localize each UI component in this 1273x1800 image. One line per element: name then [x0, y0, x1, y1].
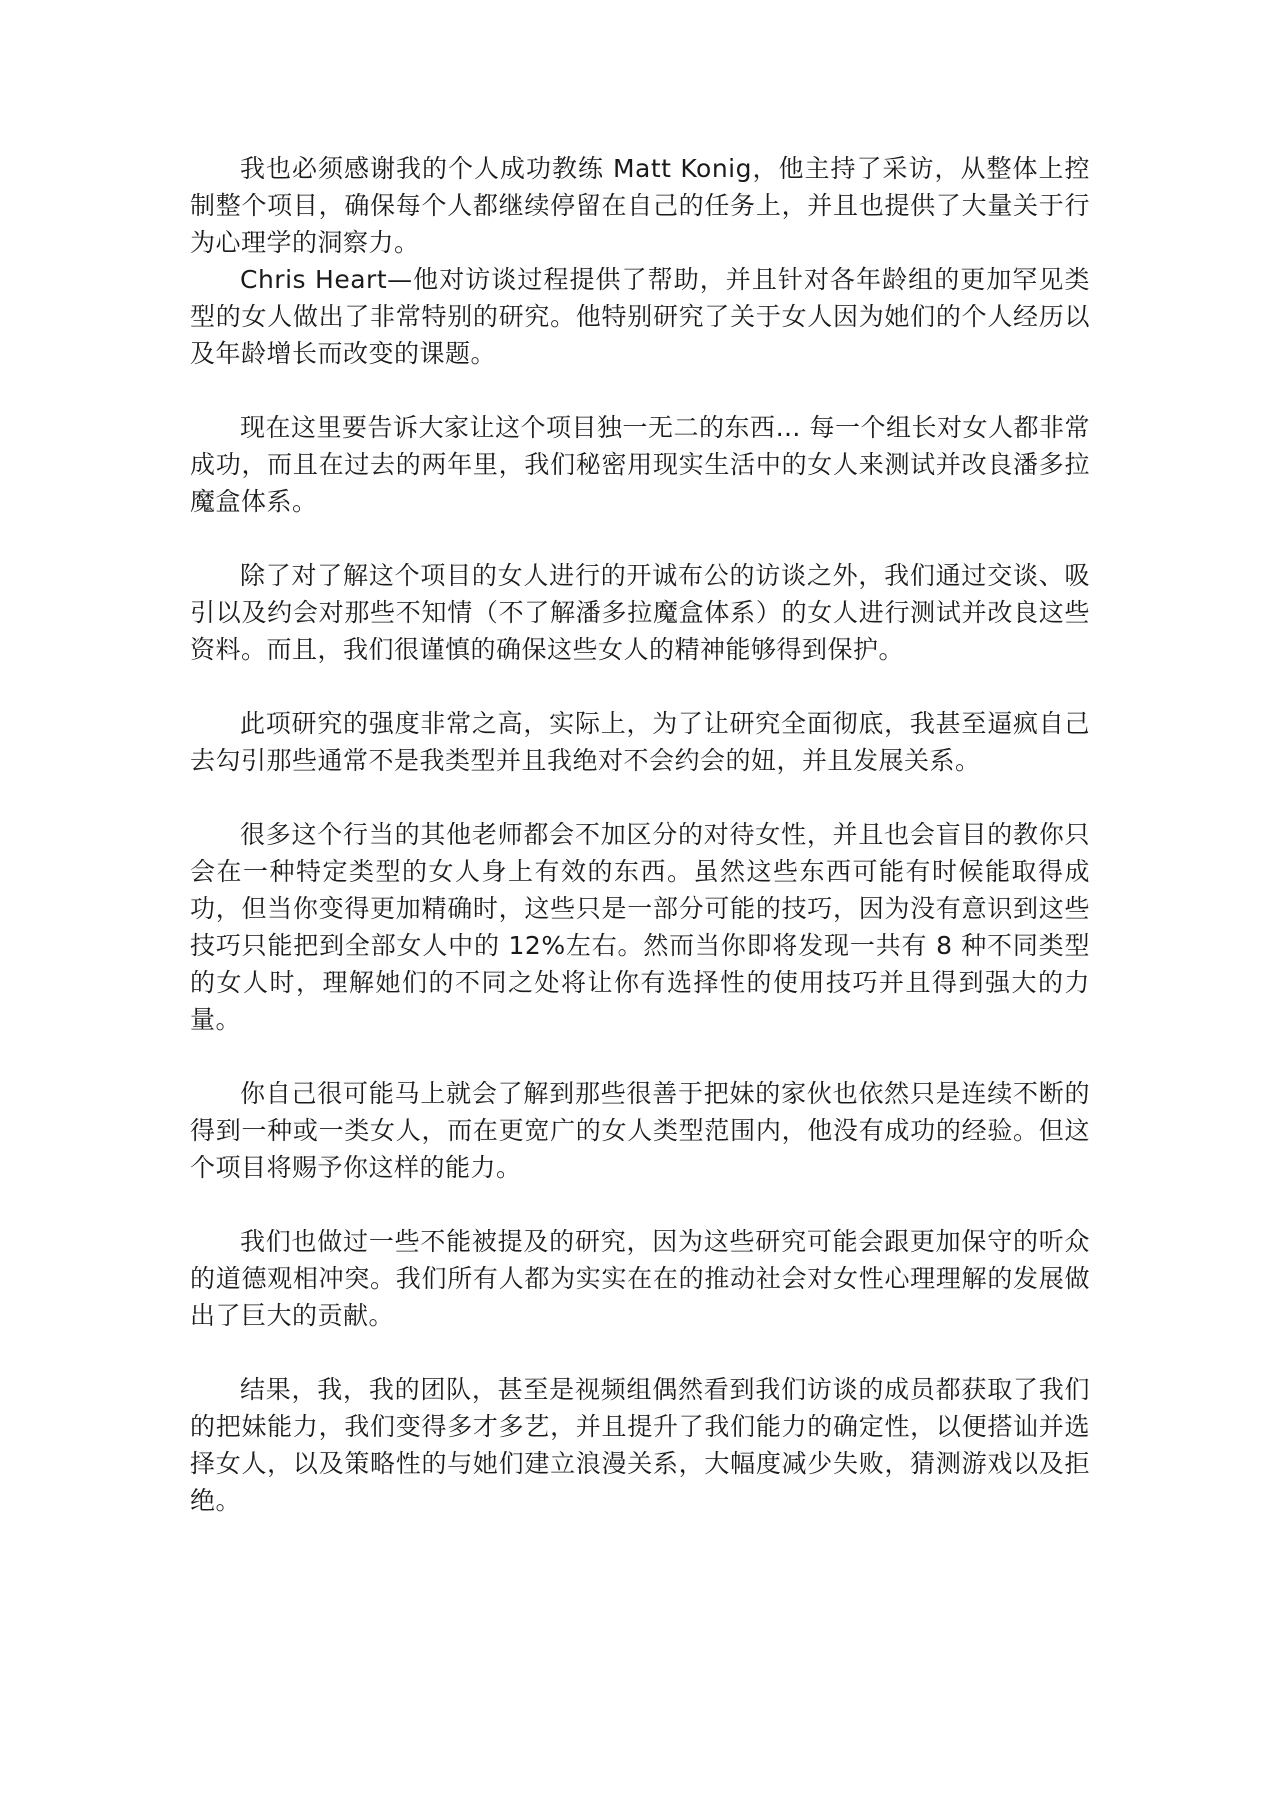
- paragraph-unmentionable-research: 我们也做过一些不能被提及的研究，因为这些研究可能会跟更加保守的听众的道德观相冲突。我们所有人都为实实在在的推动社会对女性心理理解的发展做出了巨大的贡献。: [190, 1227, 1090, 1330]
- paragraph-good-at-dating: 你自己很可能马上就会了解到那些很善于把妹的家伙也依然只是连续不断的得到一种或一类女人，而在更宽广的女人类型范围内，他没有成功的经验。但这个项目将赐予你这样的能力。: [190, 1079, 1090, 1182]
- paragraph-results: 结果，我，我的团队，甚至是视频组偶然看到我们访谈的成员都获取了我们的把妹能力，我们变得多才多艺，并且提升了我们能力的确定性，以便搭讪并选择女人，以及策略性的与她们建立浪漫关系，大幅度减少失败，猜测游戏以及拒绝。: [190, 1375, 1090, 1515]
- paragraph-acknowledgement-chris: Chris Heart—他对访谈过程提供了帮助，并且针对各年龄组的更加罕见类型的女人做出了非常特别的研究。他特别研究了关于女人因为她们的个人经历以及年龄增长而改变的课题。: [190, 265, 1090, 368]
- paragraph-project-unique: 现在这里要告诉大家让这个项目独一无二的东西… 每一个组长对女人都非常成功，而且在过去的两年里，我们秘密用现实生活中的女人来测试并改良潘多拉魔盒体系。: [190, 413, 1090, 516]
- paragraph-interviews: 除了对了解这个项目的女人进行的开诚布公的访谈之外，我们通过交谈、吸引以及约会对那些不知情（不了解潘多拉魔盒体系）的女人进行测试并改良这些资料。而且，我们很谨慎的确保这些女人的精神能够得到保护。: [190, 561, 1090, 664]
- paragraph-acknowledgement-matt: 我也必须感谢我的个人成功教练 Matt Konig，他主持了采访，从整体上控制整个项目，确保每个人都继续停留在自己的任务上，并且也提供了大量关于行为心理学的洞察力。: [190, 154, 1090, 257]
- paragraph-other-teachers: 很多这个行当的其他老师都会不加区分的对待女性，并且也会盲目的教你只会在一种特定类型的女人身上有效的东西。虽然这些东西可能有时候能取得成功，但当你变得更加精确时，这些只是一部分可能的技巧，因为没有意识到这些技巧只能把到全部女人中的 12%左右。然而当你即将发现一共有 8 种不同类型的女人时，理解她们的不同之处将让你有选择性的使用技巧并且得到强大的力量。: [190, 820, 1090, 1034]
- document-page: [190, 150, 1090, 1519]
- paragraph-research-intensity: 此项研究的强度非常之高，实际上，为了让研究全面彻底，我甚至逼疯自己去勾引那些通常不是我类型并且我绝对不会约会的妞，并且发展关系。: [190, 709, 1090, 775]
